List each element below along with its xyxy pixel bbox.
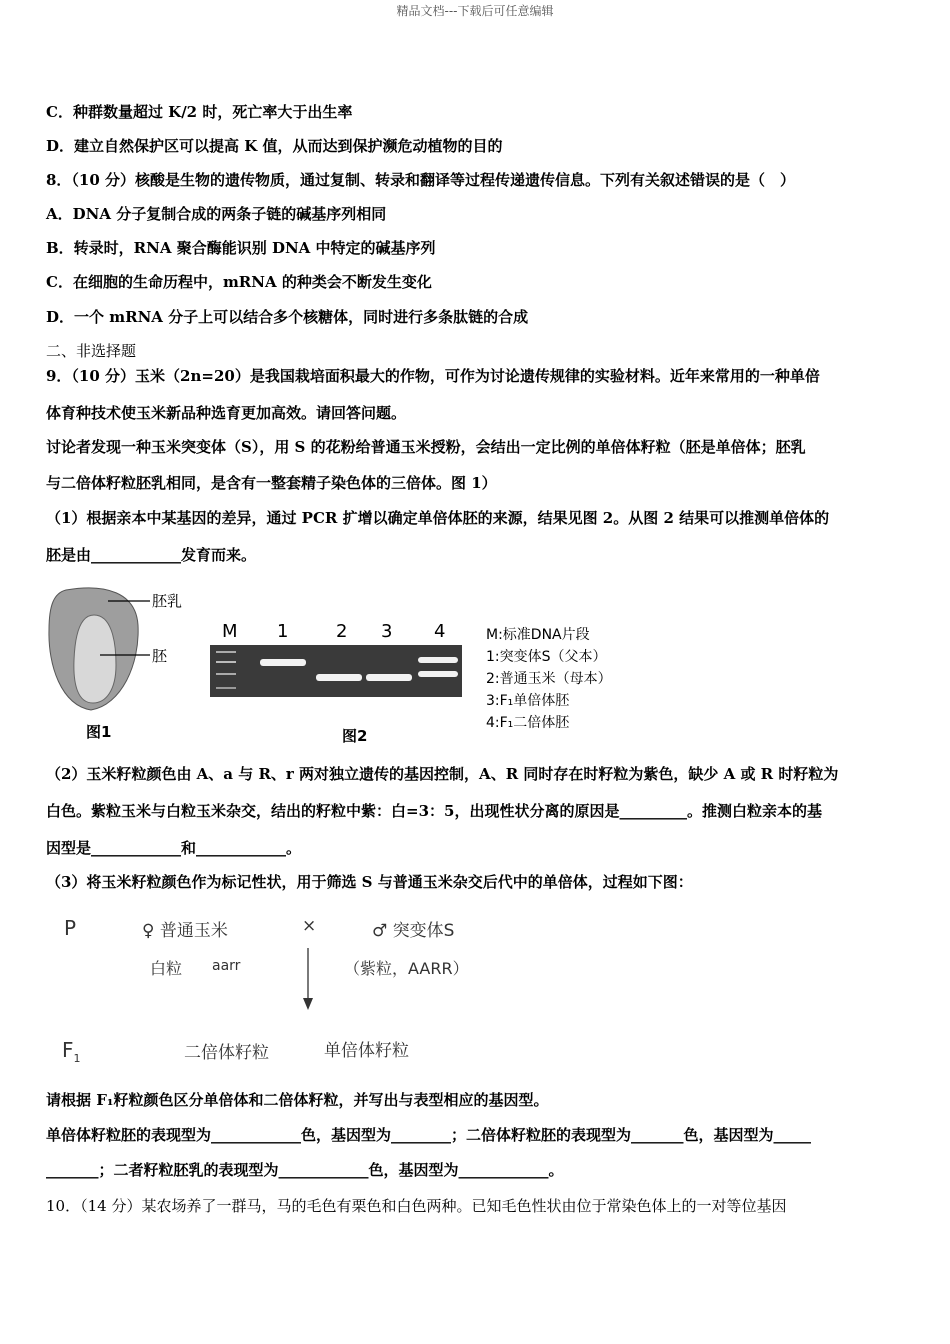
text-line: 单倍体籽粒胚的表现型为____________色，基因型为________；二倍体籽粒胚的表现型为_______色，基因型为_____ (46, 1126, 812, 1144)
text-line: 与二倍体籽粒胚乳相同，是含有一整套精子染色体的三倍体。图 1） (46, 474, 497, 492)
endosperm-label: 胚乳 (152, 592, 183, 610)
band (260, 659, 306, 666)
figure-2 (210, 621, 612, 745)
question-9: 9．（10 分）玉米（2n=20）是我国栽培面积最大的作物，可作为讨论遗传规律的实验材料。近年来常用的一种单倍 (46, 367, 820, 385)
figure-2-caption: 图2 (342, 727, 368, 745)
text-line: 请根据 F₁籽粒颜色区分单倍体和二倍体籽粒，并写出与表型相应的基因型。 (46, 1091, 549, 1109)
legend-item: 2:普通玉米（母本） (486, 671, 612, 687)
text-line: 因型是____________和____________。 (46, 839, 302, 857)
option-c: C．在细胞的生命历程中，mRNA 的种类会不断发生变化 (46, 273, 432, 291)
legend-item: M:标准DNA片段 (486, 627, 590, 643)
lane-label-4: 4 (434, 621, 446, 642)
down-arrow (300, 948, 316, 1010)
text-line: _______；二者籽粒胚乳的表现型为____________色，基因型为____________。 (46, 1161, 564, 1179)
text-line: 胚是由____________发育而来。 (46, 546, 257, 564)
question-8: 8．（10 分）核酸是生物的遗传物质，通过复制、转录和翻译等过程传递遗传信息。下列有关叙述错误的是（ ） (46, 171, 796, 189)
diploid-seed: 二倍体籽粒 (184, 1043, 269, 1063)
sub-question-3: （3）将玉米籽粒颜色作为标记性状，用于筛选 S 与普通玉米杂交后代中的单倍体，过程如下图： (46, 873, 693, 891)
option-a: A．DNA 分子复制合成的两条子链的碱基序列相同 (46, 205, 387, 223)
f1-label: $F_1$ (62, 1038, 81, 1065)
legend-item: 4:F₁二倍体胚 (486, 715, 570, 731)
page-header: 精品文档---下载后可任意编辑 (396, 4, 554, 18)
figure-1 (49, 588, 182, 741)
band (316, 674, 362, 681)
text-line: 讨论者发现一种玉米突变体（S），用 S 的花粉给普通玉米授粉，会结出一定比例的单倍体籽粒（胚是单倍体；胚乳 (46, 438, 806, 456)
text-line: 体育种技术使玉米新品种选育更加高效。请回答问题。 (46, 404, 407, 422)
haploid-seed: 单倍体籽粒 (324, 1041, 409, 1061)
lane-label-M: M (222, 621, 238, 642)
lane-label-3: 3 (381, 621, 393, 642)
male-phenotype: （紫粒，AARR） (344, 959, 469, 978)
band (418, 657, 458, 663)
band (366, 674, 412, 681)
option-b: B．转录时，RNA 聚合酶能识别 DNA 中特定的碱基序列 (46, 239, 436, 257)
male-parent: ♂ 突变体S (372, 921, 455, 941)
female-parent: ♀ 普通玉米 (142, 921, 228, 941)
embryo-label: 胚 (152, 647, 168, 665)
question-10: 10．（14 分）某农场养了一群马，马的毛色有栗色和白色两种。已知毛色性状由位于常染色体上的一对等位基因 (46, 1197, 787, 1215)
text-line: 白色。紫粒玉米与白粒玉米杂交，结出的籽粒中紫：白=3：5，出现性状分离的原因是_________。推测白粒亲本的基 (46, 802, 822, 820)
figure-row (46, 585, 906, 755)
lane-label-1: 1 (277, 621, 289, 642)
band (418, 671, 458, 677)
female-genotype: aarr (212, 958, 241, 974)
figure-svg (46, 585, 906, 755)
p-label: P (64, 916, 77, 940)
female-phenotype: 白粒 (150, 959, 183, 978)
cross-diagram (46, 910, 746, 1070)
text-line: C．种群数量超过 K/2 时，死亡率大于出生率 (46, 103, 353, 121)
legend-item: 3:F₁单倍体胚 (486, 693, 570, 709)
option-d: D．一个 mRNA 分子上可以结合多个核糖体，同时进行多条肽链的合成 (46, 308, 529, 326)
text-line: D．建立自然保护区可以提高 K 值，从而达到保护濒危动植物的目的 (46, 137, 503, 155)
sub-question-2: （2）玉米籽粒颜色由 A、a 与 R、r 两对独立遗传的基因控制，A、R 同时存在时籽粒为紫色，缺少 A 或 R 时籽粒为 (46, 765, 839, 783)
cross-symbol: × (302, 916, 317, 936)
lane-label-2: 2 (336, 621, 348, 642)
section-title: 二、非选择题 (46, 342, 137, 360)
sub-question-1: （1）根据亲本中某基因的差异，通过 PCR 扩增以确定单倍体胚的来源，结果见图 2。从图 2 结果可以推测单倍体的 (46, 509, 830, 527)
legend-item: 1:突变体S（父本） (486, 649, 607, 665)
figure-1-caption: 图1 (86, 723, 112, 741)
